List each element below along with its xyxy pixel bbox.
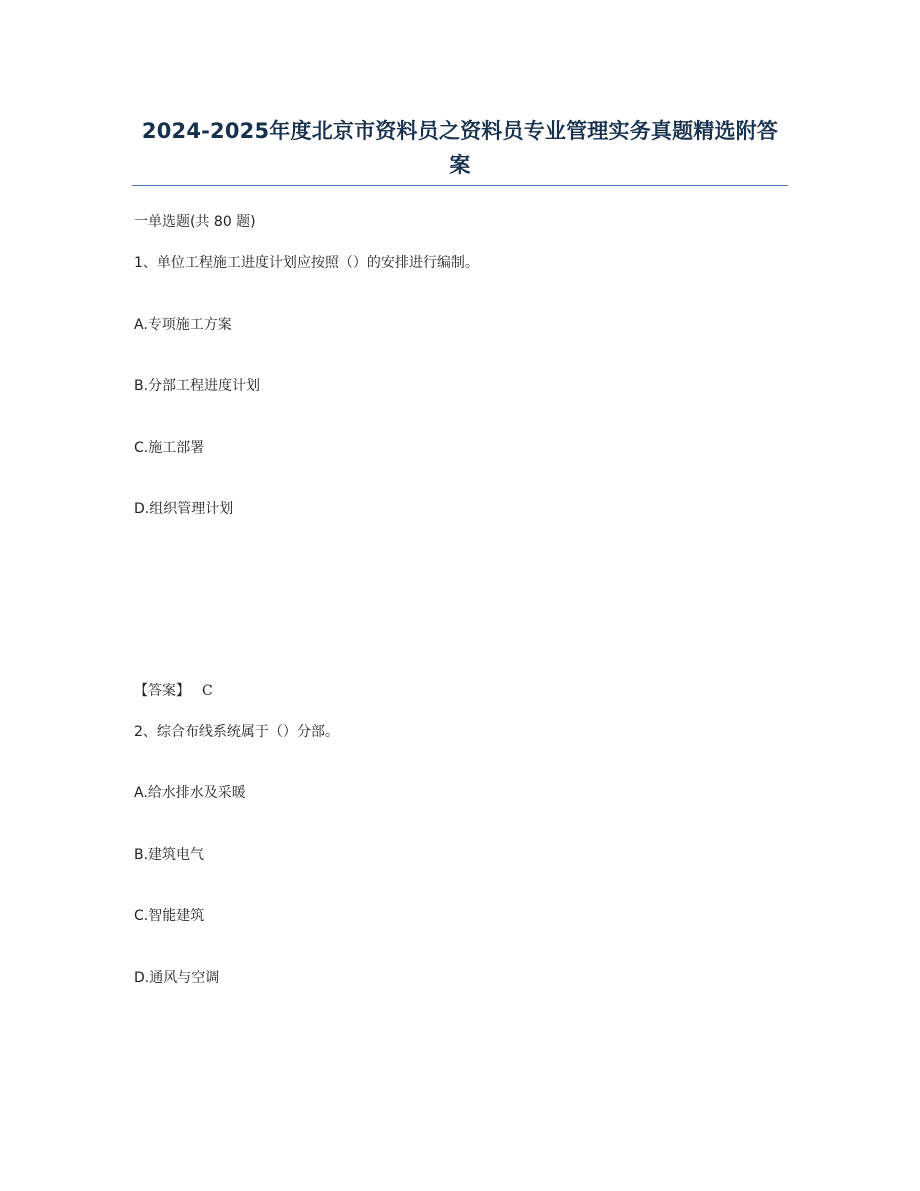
question-2-option-a: A.给水排水及采暖 [134, 785, 246, 801]
section-heading: 一单选题(共 80 题) [134, 214, 256, 230]
answer-value: C [202, 683, 213, 699]
answer-label: 【答案】 [134, 683, 190, 699]
question-1-option-c: C.施工部署 [134, 440, 205, 456]
question-1-stem: 1、单位工程施工进度计划应按照（）的安排进行编制。 [134, 255, 479, 271]
question-1-option-a: A.专项施工方案 [134, 317, 232, 333]
question-2-option-b: B.建筑电气 [134, 847, 205, 863]
title-divider [132, 185, 788, 186]
question-2-option-c: C.智能建筑 [134, 908, 205, 924]
question-2-stem: 2、综合布线系统属于（）分部。 [134, 724, 339, 740]
document-title: 2024-2025年度北京市资料员之资料员专业管理实务真题精选附答案 [141, 119, 779, 177]
question-2-option-d: D.通风与空调 [134, 970, 220, 986]
question-1-option-d: D.组织管理计划 [134, 501, 234, 517]
question-1-answer [134, 681, 213, 701]
question-1-option-b: B.分部工程进度计划 [134, 378, 261, 394]
